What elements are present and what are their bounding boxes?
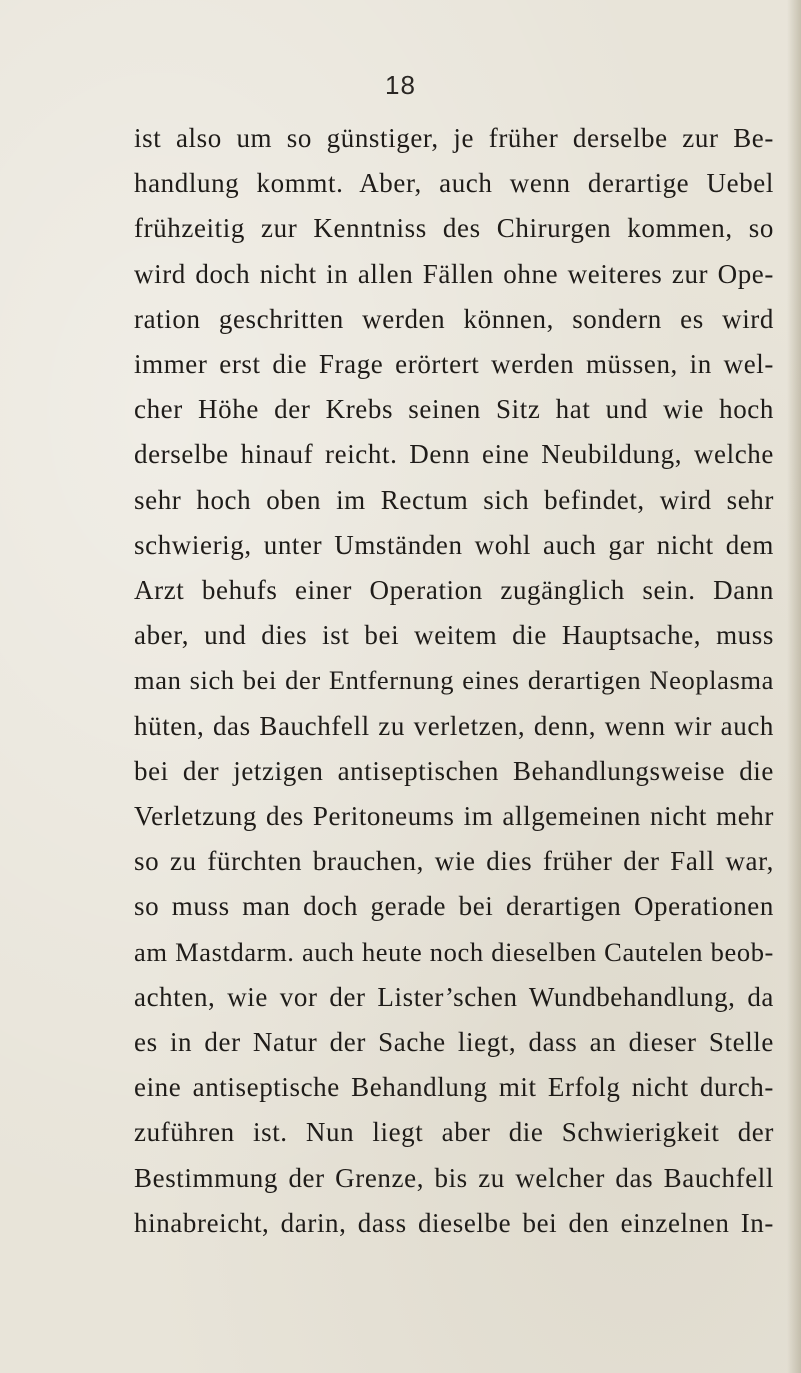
text-line: schwierig, unter Umständen wohl auch gar nicht dem bbox=[134, 529, 774, 560]
text-line: ist also um so günstiger, je früher derselbe zur Be- bbox=[134, 123, 774, 153]
text-line: bei der jetzigen antiseptischen Behandlungsweise die bbox=[134, 755, 774, 786]
text-line: derselbe hinauf reicht. Denn eine Neubildung, welche bbox=[134, 439, 774, 470]
text-line: am Mastdarm. auch heute noch dieselben Cautelen beob- bbox=[134, 936, 774, 967]
body-text bbox=[134, 116, 774, 1246]
text-line: handlung kommt. Aber, auch wenn derartige Uebel bbox=[134, 168, 774, 199]
text-line: so zu fürchten brauchen, wie dies früher der Fall war, bbox=[134, 846, 774, 877]
text-line: Arzt behufs einer Operation zugänglich sein. Dann bbox=[134, 575, 774, 606]
text-line: wird doch nicht in allen Fällen ohne weiteres zur Ope- bbox=[134, 258, 774, 289]
text-line: Verletzung des Peritoneums im allgemeinen nicht mehr bbox=[134, 801, 774, 832]
text-line: cher Höhe der Krebs seinen Sitz hat und wie hoch bbox=[134, 394, 774, 425]
text-line: es in der Natur der Sache liegt, dass an dieser Stelle bbox=[134, 1027, 774, 1058]
page-edge-shadow bbox=[787, 0, 801, 1373]
text-line: aber, und dies ist bei weitem die Hauptsache, muss bbox=[134, 620, 774, 651]
text-line: hüten, das Bauchfell zu verletzen, denn, wenn wir auch bbox=[134, 710, 774, 741]
text-line: frühzeitig zur Kenntniss des Chirurgen kommen, so bbox=[134, 213, 774, 244]
text-line: sehr hoch oben im Rectum sich befindet, wird sehr bbox=[134, 484, 774, 515]
text-line: man sich bei der Entfernung eines derartigen Neoplasma bbox=[134, 665, 774, 696]
text-line: immer erst die Frage erörtert werden müssen, in wel- bbox=[134, 349, 774, 380]
text-line: achten, wie vor der Lister’schen Wundbehandlung, da bbox=[134, 981, 774, 1012]
text-line: so muss man doch gerade bei derartigen Operationen bbox=[134, 891, 774, 922]
text-line: zuführen ist. Nun liegt aber die Schwierigkeit der bbox=[134, 1117, 774, 1148]
text-line: hinabreicht, darin, dass dieselbe bei den einzelnen In- bbox=[134, 1207, 774, 1238]
text-line: eine antiseptische Behandlung mit Erfolg nicht durch- bbox=[134, 1072, 774, 1103]
text-line: ration geschritten werden können, sondern es wird bbox=[134, 303, 774, 334]
text-line: Bestimmung der Grenze, bis zu welcher das Bauchfell bbox=[134, 1162, 774, 1193]
page-number: 18 bbox=[385, 70, 416, 100]
